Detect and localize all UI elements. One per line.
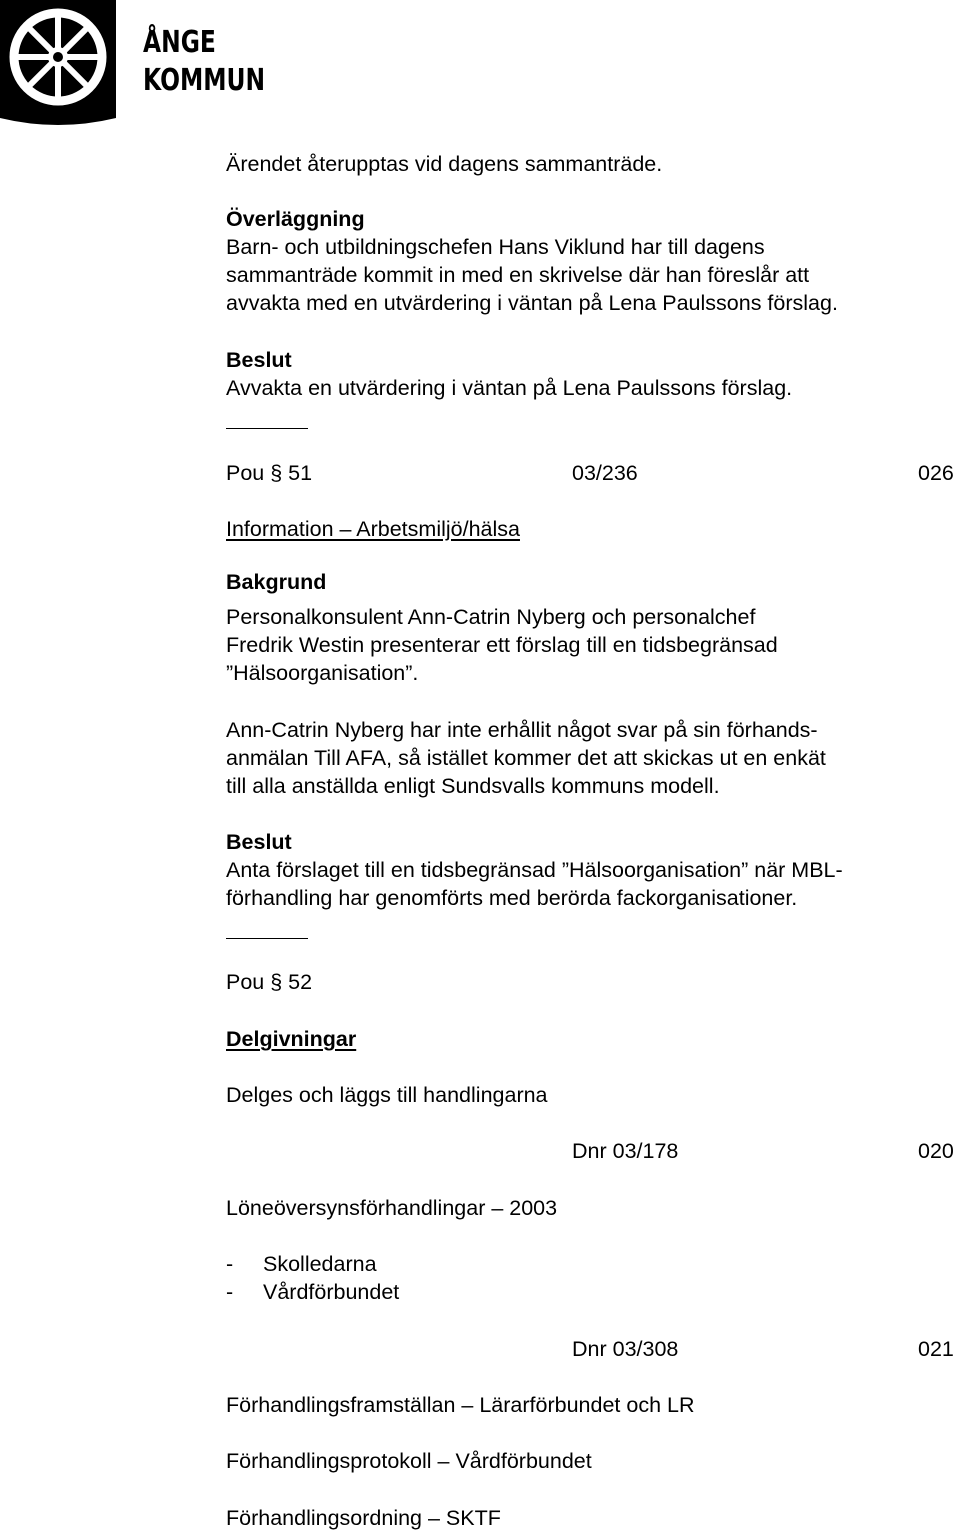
decision2-heading: Beslut: [226, 830, 292, 854]
pou52-heading: Pou § 52: [226, 970, 313, 994]
afa-text-1: Ann-Catrin Nyberg har inte erhållit något svar på sin förhands-: [226, 718, 818, 742]
logo-text-line2: KOMMUN: [143, 63, 266, 98]
item2: Förhandlingsframställan – Lärarförbundet och LR: [226, 1393, 695, 1417]
decision1-heading: Beslut: [226, 348, 292, 372]
decision1-text: Avvakta en utvärdering i väntan på Lena Paulssons förslag.: [226, 376, 793, 400]
item4: Förhandlingsordning – SKTF: [226, 1506, 501, 1530]
section-divider: [226, 938, 308, 939]
pou51-code: 026: [918, 461, 954, 485]
resumed-line: Ärendet återupptas vid dagens sammanträde.: [226, 152, 663, 176]
background-text-1: Personalkonsulent Ann-Catrin Nyberg och personalchef: [226, 605, 756, 629]
background-text-2: Fredrik Westin presenterar ett förslag till en tidsbegränsad: [226, 633, 778, 657]
dnr1: Dnr 03/178: [572, 1139, 679, 1163]
section-divider: [226, 428, 308, 429]
background-text-3: ”Hälsoorganisation”.: [226, 661, 419, 685]
item3: Förhandlingsprotokoll – Vårdförbundet: [226, 1449, 592, 1473]
deliberation-text-3: avvakta med en utvärdering i väntan på Lena Paulssons förslag.: [226, 291, 838, 315]
afa-text-2: anmälan Till AFA, så istället kommer det att skickas ut en enkät: [226, 746, 826, 770]
logo-text-line1: ÅNGE: [143, 25, 216, 60]
item1: Löneöversynsförhandlingar – 2003: [226, 1196, 558, 1220]
municipality-logo: [0, 0, 266, 130]
background-heading: Bakgrund: [226, 570, 327, 594]
wheel-emblem-icon: [0, 0, 120, 130]
pou52-text: Delges och läggs till handlingarna: [226, 1083, 548, 1107]
deliberation-text-1: Barn- och utbildningschefen Hans Viklund har till dagens: [226, 235, 765, 259]
list-item: - Skolledarna: [226, 1252, 377, 1276]
dnr2-code: 021: [918, 1337, 954, 1361]
dnr2: Dnr 03/308: [572, 1337, 679, 1361]
list-item: - Vårdförbundet: [226, 1280, 400, 1304]
pou51-title: Information – Arbetsmiljö/hälsa: [226, 517, 520, 541]
dnr1-code: 020: [918, 1139, 954, 1163]
pou51-dnr: 03/236: [572, 461, 638, 485]
deliberation-text-2: sammanträde kommit in med en skrivelse där han föreslår att: [226, 263, 810, 287]
pou52-title: Delgivningar: [226, 1027, 357, 1051]
deliberation-heading: Överläggning: [226, 207, 365, 231]
afa-text-3: till alla anställda enligt Sundsvalls kommuns modell.: [226, 774, 720, 798]
decision2-text-1: Anta förslaget till en tidsbegränsad ”Hälsoorganisation” när MBL-: [226, 858, 843, 882]
decision2-text-2: förhandling har genomförts med berörda fackorganisationer.: [226, 886, 798, 910]
pou51-heading: Pou § 51: [226, 461, 313, 485]
